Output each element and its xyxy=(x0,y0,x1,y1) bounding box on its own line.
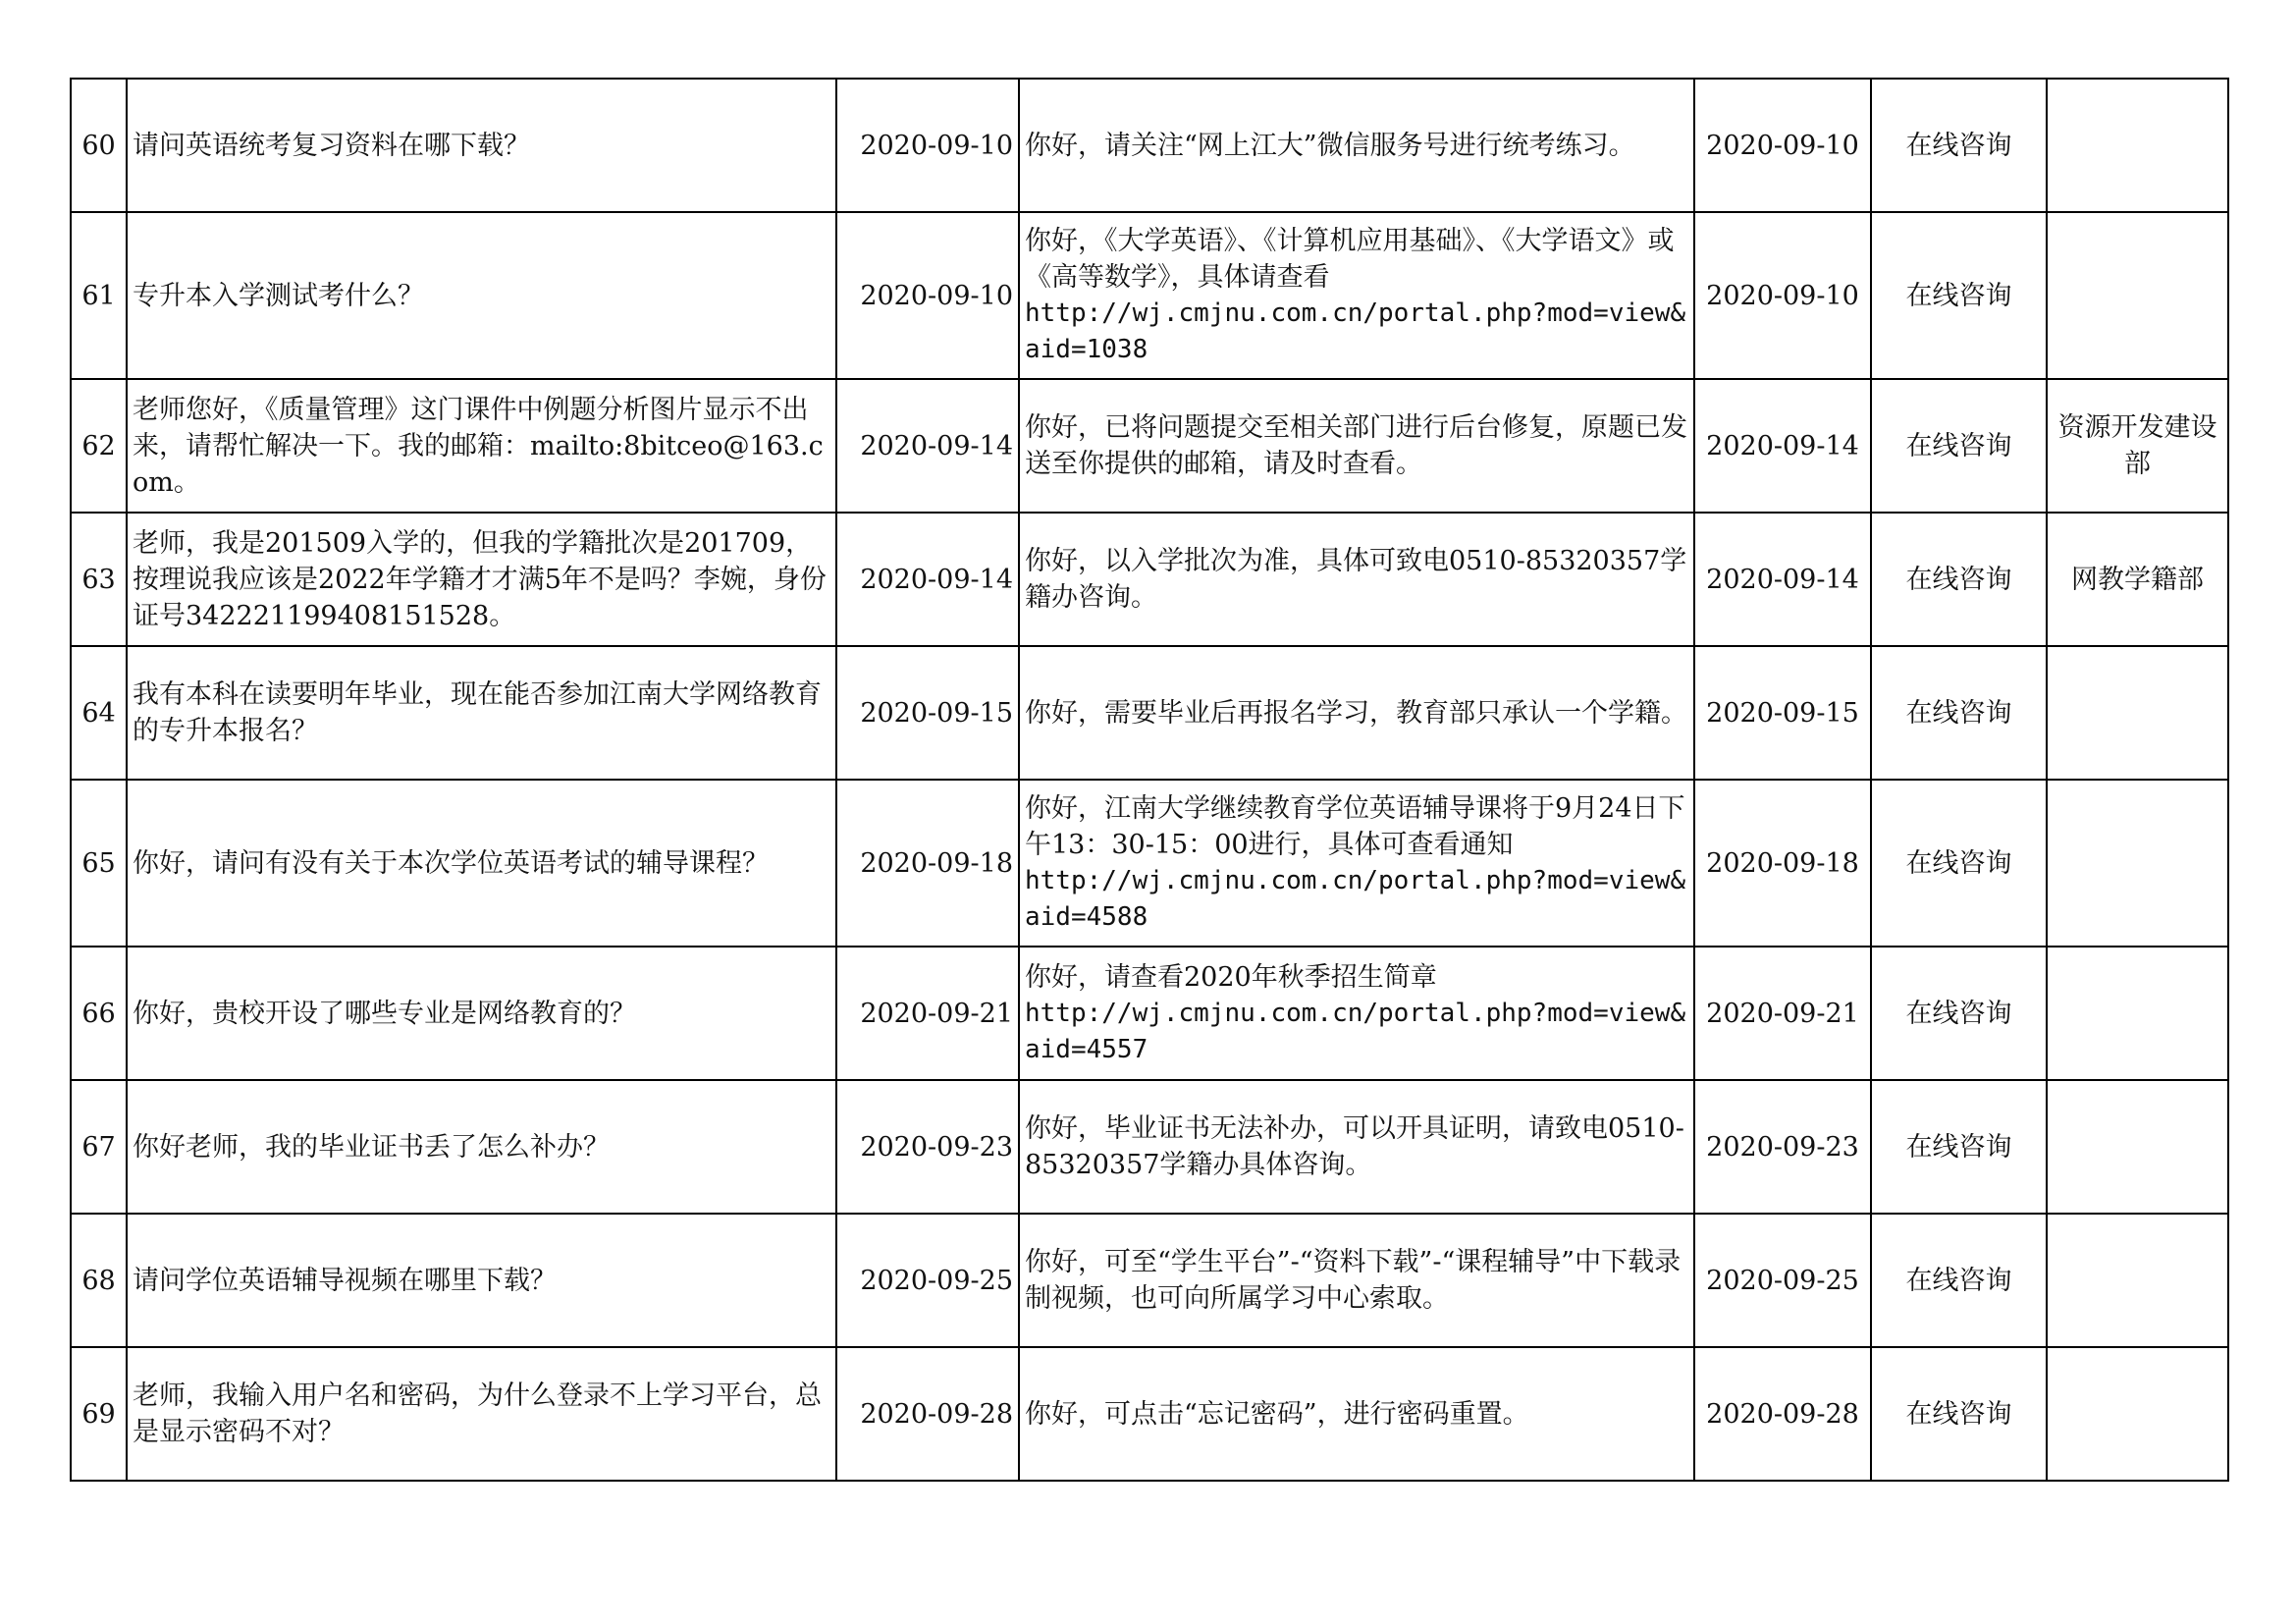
answer-url: http://wj.cmjnu.com.cn/portal.php?mod=view&aid=4588 xyxy=(1025,866,1686,932)
channel-cell: 在线咨询 xyxy=(1871,379,2047,513)
question-date-cell: 2020-09-10 xyxy=(836,212,1019,379)
answer-url: http://wj.cmjnu.com.cn/portal.php?mod=view&aid=4557 xyxy=(1025,998,1686,1064)
table-row xyxy=(71,513,2228,646)
channel-cell: 在线咨询 xyxy=(1871,79,2047,212)
department-cell: 资源开发建设部 xyxy=(2047,379,2228,513)
answer-text: 你好，需要毕业后再报名学习，教育部只承认一个学籍。 xyxy=(1025,697,1687,729)
row-number: 60 xyxy=(71,79,127,212)
answer-date-cell: 2020-09-10 xyxy=(1694,212,1871,379)
answer-text: 你好，毕业证书无法补办，可以开具证明，请致电0510-85320357学籍办具体咨询。 xyxy=(1025,1113,1684,1180)
answer-text: 你好，请查看2020年秋季招生简章 xyxy=(1025,961,1437,993)
answer-cell xyxy=(1019,646,1694,780)
table-row xyxy=(71,79,2228,212)
department-cell xyxy=(2047,1214,2228,1347)
row-number: 64 xyxy=(71,646,127,780)
question-date-cell: 2020-09-18 xyxy=(836,780,1019,947)
channel-cell: 在线咨询 xyxy=(1871,212,2047,379)
answer-date-cell: 2020-09-28 xyxy=(1694,1347,1871,1481)
channel-cell: 在线咨询 xyxy=(1871,947,2047,1080)
row-number: 66 xyxy=(71,947,127,1080)
answer-date-cell: 2020-09-14 xyxy=(1694,513,1871,646)
answer-cell xyxy=(1019,212,1694,379)
question-cell: 请问英语统考复习资料在哪下载？ xyxy=(127,79,836,212)
answer-text: 你好，《大学英语》、《计算机应用基础》、《大学语文》或《高等数学》，具体请查看 xyxy=(1025,226,1675,293)
department-cell: 网教学籍部 xyxy=(2047,513,2228,646)
question-date-cell: 2020-09-23 xyxy=(836,1080,1019,1214)
row-number: 62 xyxy=(71,379,127,513)
channel-cell: 在线咨询 xyxy=(1871,780,2047,947)
row-number: 63 xyxy=(71,513,127,646)
question-cell: 老师您好，《质量管理》这门课件中例题分析图片显示不出来，请帮忙解决一下。我的邮箱：mailto:8bitceo@163.com。 xyxy=(127,379,836,513)
question-cell: 老师，我输入用户名和密码，为什么登录不上学习平台，总是显示密码不对？ xyxy=(127,1347,836,1481)
answer-text: 你好，江南大学继续教育学位英语辅导课将于9月24日下午13：30-15：00进行，具体可查看通知 xyxy=(1025,793,1685,860)
answer-text: 你好，可点击“忘记密码”，进行密码重置。 xyxy=(1025,1398,1529,1430)
department-cell xyxy=(2047,1080,2228,1214)
table-row xyxy=(71,1214,2228,1347)
channel-cell: 在线咨询 xyxy=(1871,1214,2047,1347)
department-cell xyxy=(2047,1347,2228,1481)
row-number: 69 xyxy=(71,1347,127,1481)
question-date-cell: 2020-09-21 xyxy=(836,947,1019,1080)
answer-cell xyxy=(1019,1080,1694,1214)
channel-cell: 在线咨询 xyxy=(1871,646,2047,780)
channel-cell: 在线咨询 xyxy=(1871,1347,2047,1481)
answer-date-cell: 2020-09-10 xyxy=(1694,79,1871,212)
question-date-cell: 2020-09-25 xyxy=(836,1214,1019,1347)
table-row xyxy=(71,1080,2228,1214)
answer-date-cell: 2020-09-21 xyxy=(1694,947,1871,1080)
department-cell xyxy=(2047,212,2228,379)
answer-text: 你好，请关注“网上江大”微信服务号进行统考练习。 xyxy=(1025,130,1635,161)
table-row xyxy=(71,212,2228,379)
department-cell xyxy=(2047,79,2228,212)
answer-cell xyxy=(1019,79,1694,212)
table-row xyxy=(71,646,2228,780)
question-cell: 我有本科在读要明年毕业，现在能否参加江南大学网络教育的专升本报名？ xyxy=(127,646,836,780)
row-number: 67 xyxy=(71,1080,127,1214)
row-number: 65 xyxy=(71,780,127,947)
question-date-cell: 2020-09-15 xyxy=(836,646,1019,780)
answer-text: 你好，已将问题提交至相关部门进行后台修复，原题已发送至你提供的邮箱，请及时查看。 xyxy=(1025,412,1687,479)
table-row xyxy=(71,1347,2228,1481)
answer-date-cell: 2020-09-14 xyxy=(1694,379,1871,513)
department-cell xyxy=(2047,646,2228,780)
row-number: 68 xyxy=(71,1214,127,1347)
answer-cell xyxy=(1019,1347,1694,1481)
question-cell: 请问学位英语辅导视频在哪里下载？ xyxy=(127,1214,836,1347)
question-cell: 你好，请问有没有关于本次学位英语考试的辅导课程？ xyxy=(127,780,836,947)
channel-cell: 在线咨询 xyxy=(1871,1080,2047,1214)
answer-text: 你好，可至“学生平台”-“资料下载”-“课程辅导”中下载录制视频，也可向所属学习中心索取。 xyxy=(1025,1247,1682,1314)
question-date-cell: 2020-09-14 xyxy=(836,513,1019,646)
question-cell: 专升本入学测试考什么？ xyxy=(127,212,836,379)
answer-cell xyxy=(1019,780,1694,947)
answer-text: 你好，以入学批次为准，具体可致电0510-85320357学籍办咨询。 xyxy=(1025,546,1687,613)
department-cell xyxy=(2047,947,2228,1080)
answer-date-cell: 2020-09-18 xyxy=(1694,780,1871,947)
answer-url: http://wj.cmjnu.com.cn/portal.php?mod=view&aid=1038 xyxy=(1025,298,1686,364)
row-number: 61 xyxy=(71,212,127,379)
channel-cell: 在线咨询 xyxy=(1871,513,2047,646)
table-row xyxy=(71,947,2228,1080)
answer-cell xyxy=(1019,947,1694,1080)
table-row xyxy=(71,379,2228,513)
answer-date-cell: 2020-09-23 xyxy=(1694,1080,1871,1214)
question-cell: 你好老师，我的毕业证书丢了怎么补办？ xyxy=(127,1080,836,1214)
answer-cell xyxy=(1019,379,1694,513)
answer-date-cell: 2020-09-15 xyxy=(1694,646,1871,780)
question-date-cell: 2020-09-28 xyxy=(836,1347,1019,1481)
department-cell xyxy=(2047,780,2228,947)
table-body xyxy=(71,79,2228,1481)
consultation-table xyxy=(70,78,2229,1482)
question-date-cell: 2020-09-14 xyxy=(836,379,1019,513)
question-cell: 你好，贵校开设了哪些专业是网络教育的？ xyxy=(127,947,836,1080)
answer-cell xyxy=(1019,1214,1694,1347)
answer-date-cell: 2020-09-25 xyxy=(1694,1214,1871,1347)
answer-cell xyxy=(1019,513,1694,646)
question-cell: 老师，我是201509入学的，但我的学籍批次是201709，按理说我应该是2022年学籍才才满5年不是吗？李婉，身份证号342221199408151528。 xyxy=(127,513,836,646)
question-date-cell: 2020-09-10 xyxy=(836,79,1019,212)
table-row xyxy=(71,780,2228,947)
